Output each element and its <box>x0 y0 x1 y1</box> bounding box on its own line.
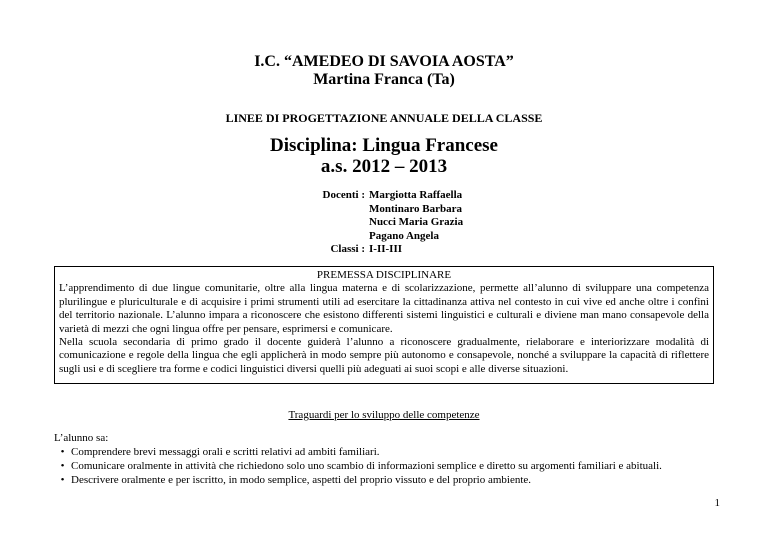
teachers-label: Docenti : <box>322 189 365 201</box>
list-item <box>54 446 662 460</box>
teacher-name: Montinaro Barbara <box>369 202 462 215</box>
traguardi-intro: L’alunno sa: <box>54 432 109 444</box>
school-name: I.C. “AMEDEO DI SAVOIA AOSTA” <box>254 53 514 70</box>
discipline-title: Disciplina: Lingua Francese <box>269 135 498 156</box>
classes-label: Classi : <box>330 243 365 255</box>
premessa-paragraph: L’apprendimento di due lingue comunitarie, oltre alla lingua materna e di scolarizzazione, permette all’alunno di sviluppare una competenza plurilingue e pluriculturale e di acquisire i primi strumenti utili ad esercitare la cittadinanza attiva nel contesto in cui vive ed anche oltre i confini del territorio nazionale. L’alunno impara a riconoscere che esistono differenti sistemi linguistici e culturali e diviene man mano consapevole della varietà di mezzi che ogni lingua offre per pensare, esprimersi e comunicare. <box>59 282 709 335</box>
traguardi-title: Traguardi per lo sviluppo delle competenze <box>288 409 480 421</box>
premessa-title: PREMESSA DISCIPLINARE <box>316 269 452 281</box>
premessa-box <box>54 266 714 384</box>
page-number: 1 <box>714 497 720 509</box>
plan-title: LINEE DI PROGETTAZIONE ANNUALE DELLA CLASSE <box>225 111 543 125</box>
list-item-text: Descrivere oralmente e per iscritto, in modo semplice, aspetti del proprio vissuto e del proprio ambiente. <box>71 473 532 486</box>
classes-value: I-II-III <box>369 243 403 255</box>
bullet-icon: • <box>60 473 65 486</box>
school-city: Martina Franca (Ta) <box>313 71 455 88</box>
bullet-icon: • <box>60 459 65 472</box>
teacher-name: Nucci Maria Grazia <box>369 216 464 228</box>
bullet-icon: • <box>60 446 65 458</box>
teacher-name: Pagano Angela <box>369 229 439 242</box>
school-year: a.s. 2012 – 2013 <box>320 156 448 177</box>
premessa-paragraph: Nella scuola secondaria di primo grado il docente guiderà l’alunno a riconoscere gradualmente, rielaborare e interiorizzare modalità di comunicazione e regole della lingua che egli applicherà in modo sempre più autonomo e consapevole, nonché a sviluppare la capacità di riflettere sugli usi e di scegliere tra forme e codici linguistici diversi quelli più adeguati ai suoi scopi e alle diverse situazioni. <box>59 336 709 375</box>
list-item <box>54 460 662 474</box>
list-item-text: Comprendere brevi messaggi orali e scritti relativi ad ambiti familiari. <box>71 446 380 458</box>
list-item-text: Comunicare oralmente in attività che richiedono solo uno scambio di informazioni semplice e diretto su argomenti familiari e abituali. <box>71 459 662 472</box>
teacher-name: Margiotta Raffaella <box>369 189 463 201</box>
competence-list <box>54 446 662 487</box>
list-item <box>54 474 662 488</box>
staff-block <box>301 189 463 257</box>
